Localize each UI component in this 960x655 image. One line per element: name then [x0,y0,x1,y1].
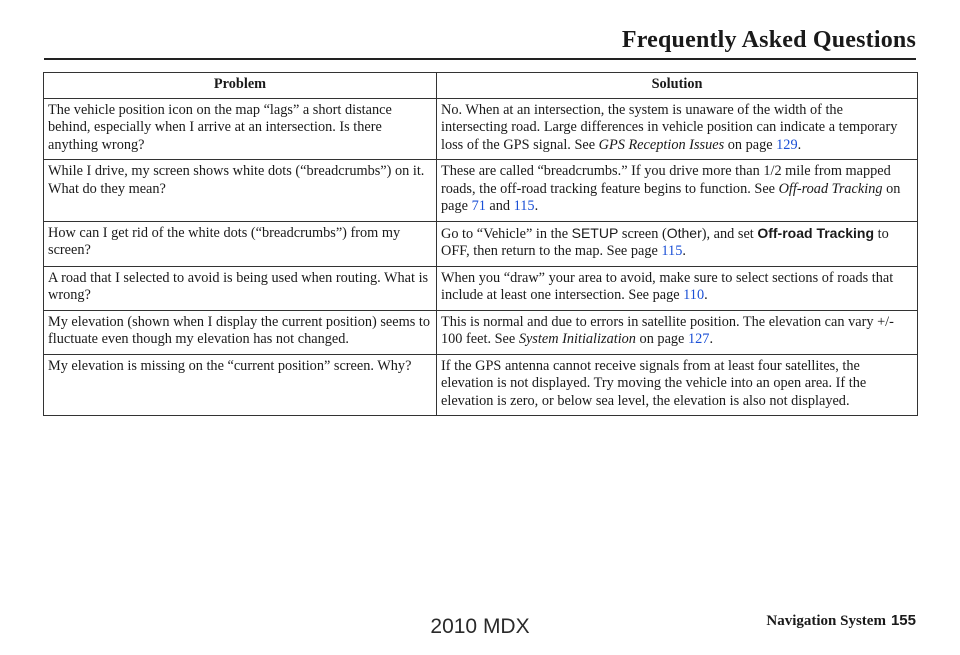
solution-cell [437,160,918,222]
watermark: 2010 MDX [430,615,530,638]
problem-cell: How can I get rid of the white dots (“breadcrumbs”) from my screen? [44,221,437,266]
problem-cell: My elevation is missing on the “current position” screen. Why? [44,354,437,416]
table-row [44,221,918,266]
solution-text: . [682,243,686,259]
page-link[interactable]: 71 [471,198,486,214]
solution-text: on page [635,331,688,347]
problem-cell: My elevation (shown when I display the current position) seems to fluctuate even though my elevation has not changed. [44,310,437,354]
problem-cell: A road that I selected to avoid is being used when routing. What is wrong? [44,266,437,310]
page-link[interactable]: 115 [513,198,535,214]
page-link[interactable]: 110 [683,287,705,303]
solution-text: This is normal and due to errors in satellite position. The elevation can vary +/- 100 feet. See [441,313,894,347]
solution-text: If the GPS antenna cannot receive signals from at least four satellites, the elevation is not displayed. Try moving the vehicle into an open area. If the elevation is zero, or below sea level, the elevation is also not displayed. [441,357,867,409]
solution-cell [437,98,918,160]
table-row [44,160,918,222]
section-reference: Off-road Tracking [778,180,883,197]
faq-body [44,98,918,416]
solution-text: No. When at an intersection, the system is unaware of the width of the intersecting road. Large differences in vehicle position can indicate a temporary loss of the GPS signal. See [441,101,898,153]
section-reference: System Initialization [518,331,636,347]
setting-label: Off-road Tracking [757,224,875,241]
table-row [44,98,918,160]
header-problem: Problem [44,73,437,99]
solution-text: . [704,287,708,303]
table-row [44,354,918,416]
solution-text: Go to “Vehicle” in the [441,225,572,242]
problem-cell: While I drive, my screen shows white dots (“breadcrumbs”) on it. What do they mean? [44,160,437,222]
solution-text: . [709,331,714,347]
screen-label: Other [666,224,702,241]
page-link[interactable]: 127 [687,331,710,347]
solution-cell [437,266,918,310]
page-link[interactable]: 115 [661,243,683,259]
table-row [44,310,918,354]
solution-text: When you “draw” your area to avoid, make sure to select sections of roads that include at least one intersection. See page [441,269,894,303]
solution-text: on page [441,180,901,214]
solution-cell [437,310,918,354]
header-solution: Solution [437,73,918,99]
problem-cell: The vehicle position icon on the map “lags” a short distance behind, especially when I arrive at an intersection. Is there anything wrong? [44,98,437,160]
screen-label: SETUP [571,224,619,241]
solution-text: These are called “breadcrumbs.” If you drive more than 1/2 mile from mapped roads, the off-road tracking feature begins to function. See [441,163,891,197]
solution-text: screen ( [618,225,667,242]
solution-text: . [534,198,539,214]
solution-text: to OFF, then return to the map. See page [441,225,889,259]
table-row [44,266,918,310]
table-header-row [44,73,918,99]
solution-text: and [485,198,514,214]
section-reference: GPS Reception Issues [598,136,725,153]
faq-table [43,72,918,416]
title-rule [44,58,916,60]
footer-section: Navigation System [766,613,886,629]
page-title: Frequently Asked Questions [621,27,916,53]
solution-cell [437,354,918,416]
page-link[interactable]: 129 [776,136,798,153]
solution-text: ), and set [701,225,758,242]
page-number: 155 [890,612,916,629]
solution-cell [437,221,918,266]
solution-text: on page [724,136,777,153]
solution-text: . [797,136,802,153]
